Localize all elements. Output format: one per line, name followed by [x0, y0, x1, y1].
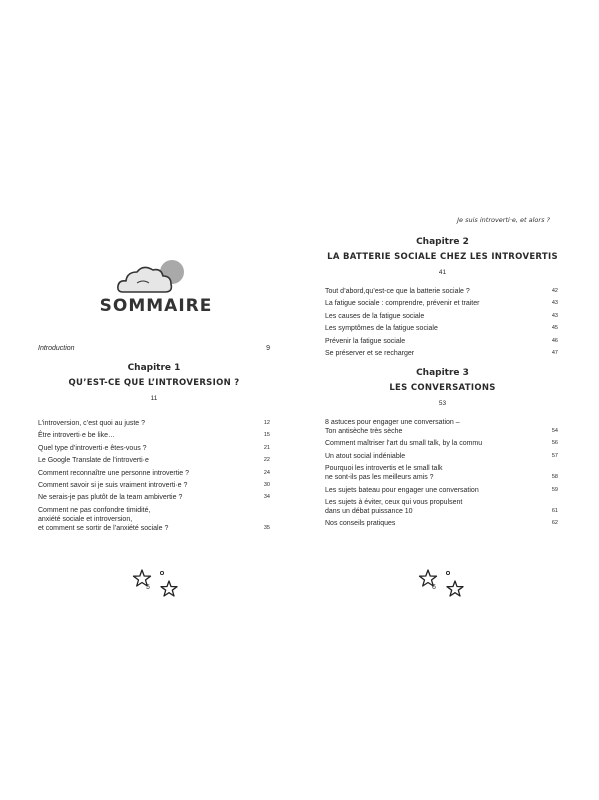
page-title: SOMMAIRE	[99, 296, 213, 316]
toc-entry[interactable]	[325, 439, 558, 448]
toc-entry[interactable]	[38, 506, 270, 533]
toc-entry-page: 22	[263, 457, 270, 464]
toc-entry-page: 43	[551, 312, 558, 319]
toc-entry-title: Comment ne pas confondre timidité, anxiété sociale et introversion, et comment se sortir de l’anxiété sociale ?	[38, 506, 169, 532]
toc-entry-title: Nos conseils pratiques	[325, 520, 396, 528]
page-number: 6	[432, 584, 436, 591]
star-icon	[131, 568, 191, 600]
toc-entry-title: Les symptômes de la fatigue sociale	[325, 325, 438, 333]
page-number: 5	[146, 584, 150, 591]
toc-entry-title: L’introversion, c’est quoi au juste ?	[38, 420, 146, 427]
toc-entry-page: 45	[551, 325, 558, 332]
toc-entry-page: 47	[551, 349, 558, 356]
toc-entry-page: 24	[263, 469, 270, 476]
toc-entry-title: 8 astuces pour engager une conversation – Ton antisèche très sèche	[325, 419, 460, 435]
toc-entry-page: 54	[551, 428, 558, 434]
toc-entry-page: 12	[263, 420, 270, 426]
toc-entry-title: Les causes de la fatigue sociale	[325, 312, 425, 320]
right-page	[300, 0, 599, 800]
toc-entry[interactable]	[38, 431, 270, 440]
toc-entry[interactable]	[325, 299, 558, 308]
toc-entry-page: 43	[551, 300, 558, 307]
star-icon	[417, 568, 477, 600]
toc-entry-page: 15	[263, 432, 270, 439]
toc-entry[interactable]	[325, 312, 558, 321]
toc-entry-page: 57	[551, 452, 558, 459]
running-header: Je suis introverti·e, et alors ?	[457, 216, 550, 224]
chapter-title: QU’EST-CE QUE L’INTROVERSION ?	[68, 378, 240, 388]
chapter-page: 41	[438, 269, 447, 276]
toc-entry[interactable]	[38, 493, 270, 502]
intro-entry[interactable]	[38, 345, 270, 352]
toc-entry[interactable]	[325, 486, 558, 495]
chapter-2-header	[325, 236, 560, 279]
toc-entry-title: Prévenir la fatigue sociale	[325, 337, 406, 345]
toc-entry-title: Comment savoir si je suis vraiment introverti·e ?	[38, 481, 188, 489]
toc-entry[interactable]	[38, 456, 270, 465]
toc-entry-title: Le Google Translate de l’introverti·e	[38, 457, 149, 465]
page-footer	[417, 568, 477, 600]
toc-entry[interactable]	[325, 452, 558, 461]
cloud-sun-icon	[115, 258, 190, 298]
toc-entry-title: Tout d’abord,qu’est-ce que la batterie sociale ?	[325, 288, 470, 295]
page-footer	[131, 568, 191, 600]
toc-entry[interactable]	[325, 337, 558, 346]
chapter-page: 11	[150, 395, 158, 402]
toc-entry-page: 35	[263, 524, 270, 531]
toc-entry-title: Ne serais-je pas plutôt de la team ambivertie ?	[38, 494, 183, 502]
toc-list-chapter-2	[325, 287, 558, 361]
toc-entry-page: 61	[551, 507, 558, 514]
toc-entry-title: Pourquoi les introvertis et le small talk ne sont-ils pas les meilleurs amis ?	[325, 465, 443, 482]
toc-list-chapter-3	[325, 418, 558, 532]
chapter-number: Chapitre 3	[416, 368, 469, 378]
toc-entry[interactable]	[38, 419, 270, 428]
toc-entry[interactable]	[325, 418, 558, 436]
toc-entry[interactable]	[325, 464, 558, 482]
toc-entry-title: La fatigue sociale : comprendre, prévenir et traiter	[325, 300, 480, 308]
chapter-page: 53	[438, 400, 447, 407]
toc-entry[interactable]	[38, 469, 270, 478]
toc-entry-page: 30	[263, 481, 270, 488]
chapter-1-header	[38, 362, 270, 405]
toc-entry-title: Être introverti·e be like…	[38, 432, 116, 440]
toc-entry-page: 62	[551, 520, 558, 527]
toc-entry-page: 56	[551, 440, 558, 447]
toc-entry-title: Comment maîtriser l’art du small talk, by la commu	[325, 440, 483, 448]
toc-entry-title: Les sujets bateau pour engager une conversation	[325, 486, 479, 494]
toc-entry-title: Se préserver et se recharger	[325, 349, 415, 357]
toc-entry-page: 46	[551, 337, 558, 344]
toc-entry[interactable]	[325, 287, 558, 296]
toc-entry-title: Quel type d’introverti·e êtes-vous ?	[38, 444, 147, 452]
toc-entry[interactable]	[325, 349, 558, 358]
toc-entry[interactable]	[325, 519, 558, 528]
toc-entry[interactable]	[38, 481, 270, 490]
chapter-number: Chapitre 2	[416, 237, 469, 247]
toc-list-chapter-1	[38, 419, 270, 536]
toc-entry-page: 59	[551, 486, 558, 493]
chapter-3-header	[325, 367, 560, 410]
intro-label: Introduction	[38, 345, 75, 352]
toc-entry-page: 34	[263, 494, 270, 501]
toc-entry-title: Un atout social indéniable	[325, 452, 406, 460]
toc-entry-title: Comment reconnaître une personne introvertie ?	[38, 469, 189, 477]
toc-entry-page: 42	[551, 288, 558, 294]
toc-entry[interactable]	[325, 498, 558, 516]
chapter-title: LES CONVERSATIONS	[389, 383, 496, 393]
toc-entry-page: 21	[263, 444, 270, 451]
toc-entry-page: 58	[551, 474, 558, 481]
toc-entry[interactable]	[38, 444, 270, 453]
chapter-title: LA BATTERIE SOCIALE CHEZ LES INTROVERTIS	[327, 252, 558, 262]
intro-page: 9	[266, 345, 270, 352]
chapter-number: Chapitre 1	[127, 363, 181, 373]
toc-entry-title: Les sujets à éviter, ceux qui vous propulsent dans un débat puissance 10	[325, 498, 463, 515]
toc-entry[interactable]	[325, 324, 558, 333]
